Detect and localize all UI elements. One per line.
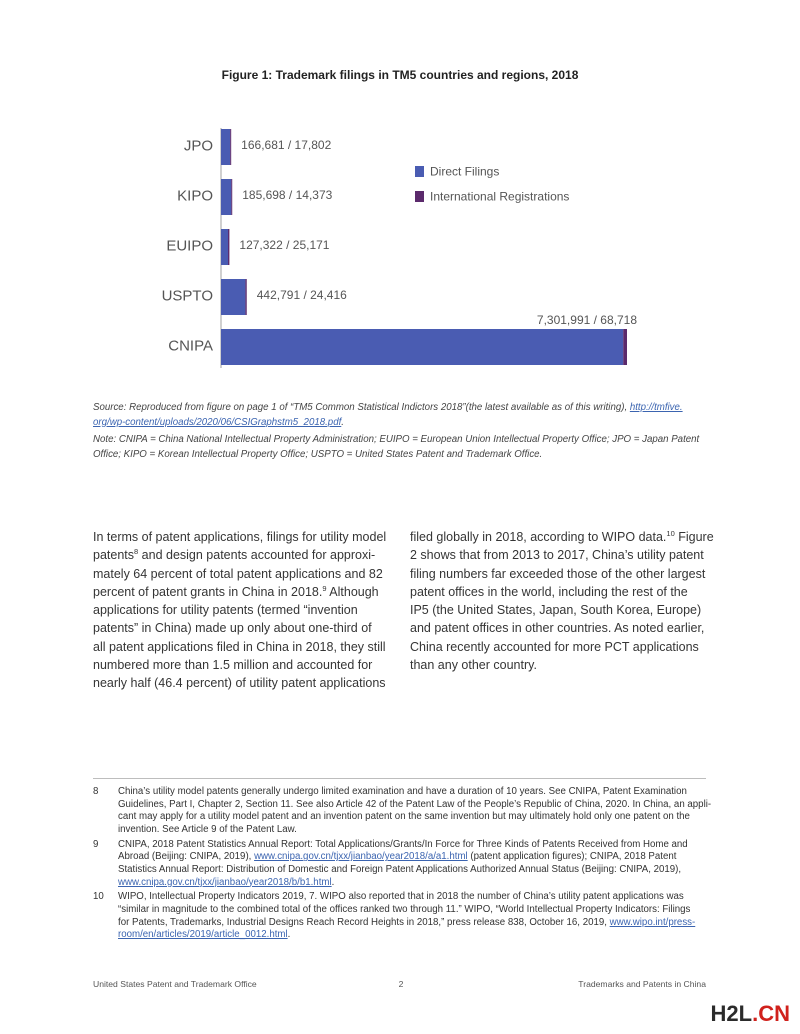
bar-international-registrations-jpo bbox=[230, 129, 231, 165]
footnote-line: China’s utility model patents generally undergo limited examination and have a duration of 10 years. See CNIPA, Patent Examination bbox=[118, 786, 687, 797]
text-run: Source: Reproduced from figure on page 1 of “TM5 Common Statistical Indictors 2018”(the latest available as of this writing), bbox=[93, 402, 630, 413]
body-text-line: and patent offices in other countries. As noted earlier, bbox=[410, 621, 705, 636]
body-text-line: all patent applications filed in China in 2018, they still bbox=[93, 639, 386, 654]
footer-publisher: United States Patent and Trademark Office bbox=[93, 979, 257, 989]
figure-source-note bbox=[93, 401, 683, 430]
bar-direct-filings-jpo bbox=[221, 129, 230, 165]
text-run: for Patents, Trademarks, Industrial Designs Reach Record Heights in 2018,” press release 838, October 16, 2019, bbox=[118, 916, 610, 928]
data-label-uspto: 442,791 / 24,416 bbox=[256, 288, 347, 302]
hyperlink[interactable]: www.cnipa.gov.cn/tjxx/jianbao/year2018/a/a1.html bbox=[254, 851, 468, 863]
text-run: Although bbox=[326, 584, 379, 599]
hyperlink[interactable]: www.wipo.int/press- bbox=[609, 916, 696, 928]
bar-international-registrations-euipo bbox=[228, 229, 229, 265]
legend-label-international-registrations: International Registrations bbox=[430, 189, 570, 204]
text-run: . bbox=[287, 929, 291, 941]
bar-direct-filings-kipo bbox=[221, 179, 231, 215]
footnote-line bbox=[118, 917, 695, 930]
category-label-uspto: USPTO bbox=[161, 287, 213, 305]
bar-direct-filings-euipo bbox=[221, 229, 228, 265]
text-run: (patent application figures); CNIPA, 2018 Patent bbox=[467, 851, 677, 863]
body-text-line: numbered more than 1.5 million and accounted for bbox=[93, 658, 373, 673]
data-label-euipo: 127,322 / 25,171 bbox=[239, 238, 330, 252]
watermark-logo bbox=[711, 1001, 790, 1027]
hyperlink[interactable]: http://tmfive. bbox=[629, 402, 683, 413]
note-line: Office; KIPO = Korean Intellectual Property Office; USPTO = United States Patent and Trademark Office. bbox=[93, 448, 543, 460]
data-label-kipo: 185,698 / 14,373 bbox=[242, 188, 333, 202]
footer-document-title: Trademarks and Patents in China bbox=[578, 979, 706, 989]
footnote-line: WIPO, Intellectual Property Indicators 2019, 7. WIPO also reported that in 2018 the number of China’s utility patent applications was bbox=[118, 891, 684, 903]
body-text-line: 2 shows that from 2013 to 2017, China’s utility patent bbox=[410, 548, 704, 563]
body-text-line bbox=[410, 528, 714, 546]
watermark-suffix-text: .CN bbox=[752, 1001, 790, 1026]
bar-international-registrations-kipo bbox=[231, 179, 232, 215]
footnote-line: “similar in magnitude to the combined total of the offices ranked two through 11.” WIPO, “World Intellectual Property Indicators: Filings bbox=[118, 903, 691, 915]
watermark-main-text: H2L bbox=[710, 1001, 753, 1026]
body-column-right bbox=[410, 528, 714, 674]
bar-direct-filings-uspto bbox=[221, 279, 245, 315]
bar-direct-filings-cnipa bbox=[221, 329, 623, 365]
text-run: and design patents accounted for approxi- bbox=[138, 548, 376, 563]
footnote-line bbox=[118, 877, 688, 890]
figure-abbreviations-note bbox=[93, 433, 699, 462]
source-line bbox=[93, 416, 683, 431]
footnote-reference: 8 bbox=[134, 547, 139, 557]
body-text-line: IP5 (the United States, Japan, South Korea, Europe) bbox=[410, 603, 702, 618]
footnote-line: cant may apply for a utility model patent and an invention patent on the same invention but may ultimately hold only one patent on the bbox=[118, 811, 690, 823]
category-label-cnipa: CNIPA bbox=[168, 337, 213, 355]
body-text-line: China recently accounted for more PCT applications bbox=[410, 639, 699, 654]
text-run: Abroad (Beijing: CNIPA, 2019), bbox=[118, 851, 255, 863]
body-text-line: nearly half (46.4 percent) of utility patent applications bbox=[93, 676, 386, 691]
body-text-line: filing numbers far exceeded those of the other largest bbox=[410, 566, 706, 581]
figure-title: Figure 1: Trademark filings in TM5 countries and regions, 2018 bbox=[221, 68, 579, 82]
body-text-line: mately 64 percent of total patent applications and 82 bbox=[93, 566, 383, 581]
footnote-line: Statistics Annual Report: Distribution of Domestic and Foreign Patent Applications Authorized Annual Status (Beijing: CNIPA, 2019), bbox=[118, 864, 682, 875]
footnote-divider bbox=[93, 778, 706, 779]
footnote-text bbox=[118, 786, 711, 837]
category-label-euipo: EUIPO bbox=[166, 237, 213, 255]
footnote-line: Guidelines, Part I, Chapter 2, Section 11. See also Article 42 of the Patent Law of the People’s Republic of China, 2020. In China, an appli- bbox=[118, 798, 712, 810]
body-text-line: In terms of patent applications, filings for utility model bbox=[93, 530, 387, 544]
legend-label-direct-filings: Direct Filings bbox=[430, 164, 500, 179]
footnote-text bbox=[118, 839, 688, 890]
category-label-kipo: KIPO bbox=[177, 187, 213, 205]
body-text-line bbox=[93, 583, 386, 601]
body-text-line bbox=[93, 546, 386, 564]
hyperlink[interactable]: www.cnipa.gov.cn/tjxx/jianbao/year2018/b/b1.html bbox=[118, 876, 332, 888]
data-label-jpo: 166,681 / 17,802 bbox=[241, 138, 332, 152]
hyperlink[interactable]: room/en/articles/2019/article_0012.html bbox=[118, 929, 288, 941]
source-line bbox=[93, 401, 683, 416]
body-column-left bbox=[93, 528, 386, 693]
body-text-line: than any other country. bbox=[410, 658, 537, 673]
hyperlink[interactable]: org/wp-content/uploads/2020/06/CSIGraphstm5_2018.pdf bbox=[93, 416, 342, 428]
body-text-line: patents” in China) made up only about one-third of bbox=[93, 621, 372, 636]
bar-international-registrations-cnipa bbox=[623, 329, 627, 365]
text-run: . bbox=[341, 416, 344, 428]
bar-international-registrations-uspto bbox=[245, 279, 246, 315]
footnote-reference: 9 bbox=[322, 583, 327, 593]
text-run: . bbox=[331, 876, 335, 888]
footnote-line: invention. See Article 9 of the Patent Law. bbox=[118, 824, 297, 836]
note-line: Note: CNIPA = China National Intellectual Property Administration; EUIPO = European Union Intellectual Property Office; JPO = Japan Patent bbox=[93, 434, 700, 445]
category-label-jpo: JPO bbox=[183, 137, 213, 155]
data-label-cnipa: 7,301,991 / 68,718 bbox=[536, 313, 637, 327]
footnote-line: CNIPA, 2018 Patent Statistics Annual Report: Total Applications/Grants/In Force for Three Kinds of Patents Received from Home and bbox=[118, 838, 688, 850]
text-run: filed globally in 2018, according to WIPO data. bbox=[410, 530, 667, 544]
legend-swatch-international-registrations bbox=[415, 191, 424, 202]
footnote-number: 9 bbox=[93, 838, 99, 850]
footnote-number: 10 bbox=[93, 891, 104, 903]
footnote-line bbox=[118, 929, 695, 942]
footnote-reference: 10 bbox=[666, 528, 675, 538]
footnote-text bbox=[118, 891, 695, 942]
text-run: patents bbox=[93, 548, 135, 563]
footnote-number: 8 bbox=[93, 786, 99, 797]
text-run: percent of patent grants in China in 2018. bbox=[93, 584, 323, 599]
page-number: 2 bbox=[398, 979, 404, 989]
body-text-line: patent offices in the world, including the rest of the bbox=[410, 584, 688, 599]
body-text-line: applications for utility patents (termed “invention bbox=[93, 603, 358, 618]
trademark-filings-bar-chart bbox=[0, 0, 800, 400]
legend-swatch-direct-filings bbox=[415, 166, 424, 177]
footnote-line bbox=[118, 851, 688, 864]
text-run: Figure bbox=[674, 530, 714, 544]
